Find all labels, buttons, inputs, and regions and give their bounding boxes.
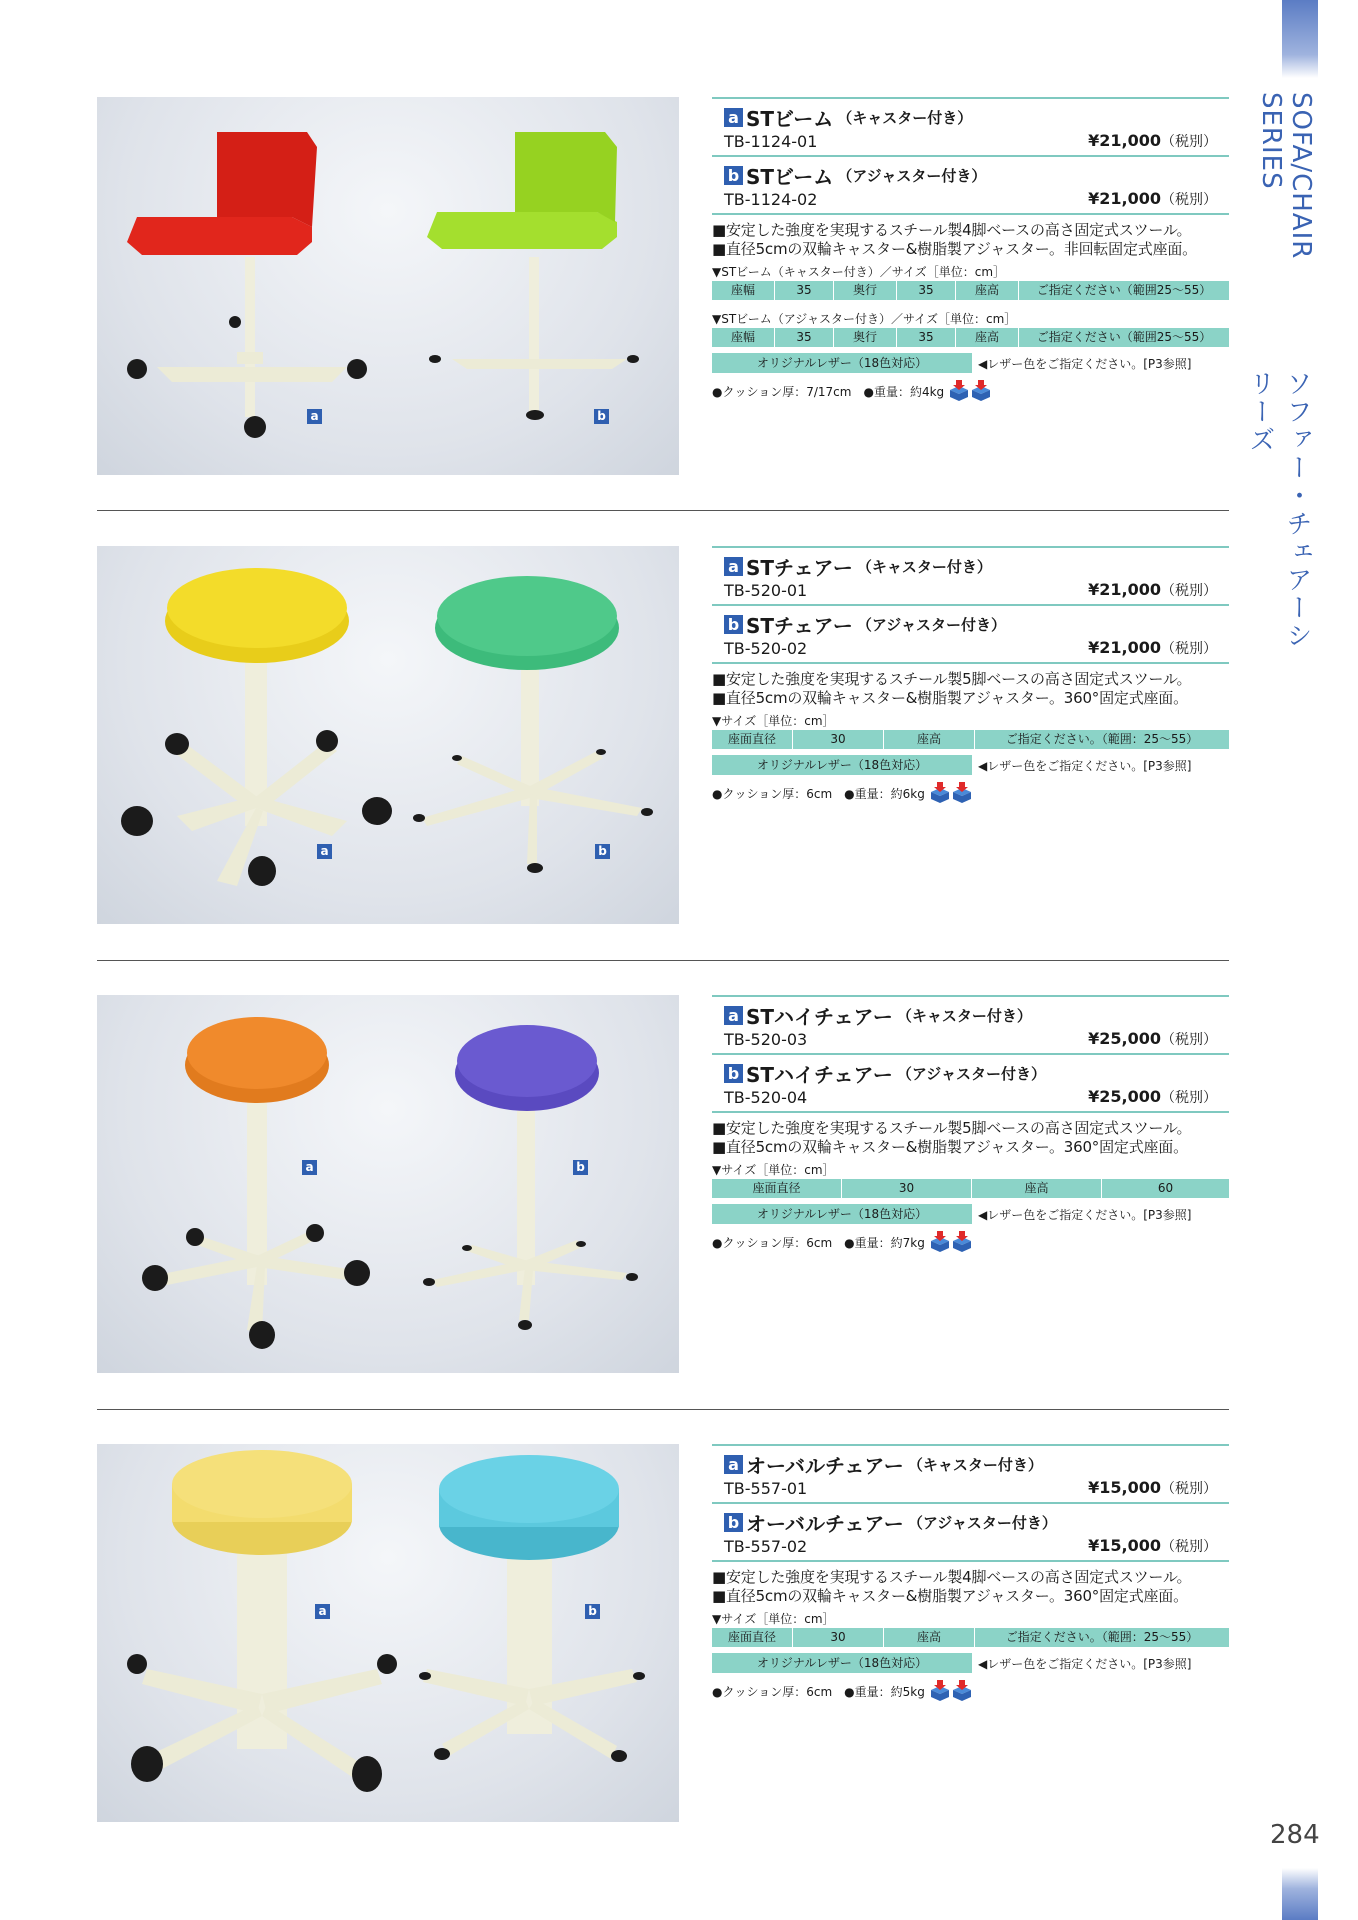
product-variant-a [712, 99, 1229, 157]
price: ¥15,000 [1088, 1536, 1161, 1555]
product-code: TB-520-04 [724, 1088, 808, 1107]
product-info [712, 97, 1229, 403]
tax-note: （税別） [1161, 1539, 1217, 1555]
spec-cell: 奥行 [834, 328, 897, 347]
tax-note: （税別） [1161, 1090, 1217, 1106]
product-code: TB-520-02 [724, 639, 808, 658]
tax-note: （税別） [1161, 192, 1217, 208]
product-variant-b [712, 606, 1229, 664]
spec-cell: 30 [793, 730, 884, 749]
spec-cell: 60 [1157, 1181, 1174, 1195]
product-name: STチェアー [746, 613, 853, 638]
spec-cell: 35 [897, 328, 956, 347]
description-line: ■直径5cmの双輪キャスター&樹脂製アジャスター。360°固定式座面。 [712, 1138, 1188, 1156]
stool-illustration-b [423, 1025, 638, 1330]
product-section-oval-chair [0, 1444, 1240, 1824]
product-info [712, 995, 1229, 1254]
variant-badge: b [724, 1513, 743, 1532]
product-code: TB-557-01 [724, 1479, 808, 1498]
product-subtype: （アジャスター付き） [896, 1064, 1046, 1083]
section-divider [97, 1409, 1229, 1410]
price: ¥15,000 [1088, 1478, 1161, 1497]
spec-cell: ご指定ください。（範囲：25〜55） [1005, 732, 1199, 746]
cushion-thickness: ●クッション厚：7/17cm [712, 384, 852, 399]
spec-meta [712, 1230, 1229, 1254]
spec-cell: 35 [897, 281, 956, 300]
product-code: TB-1124-01 [724, 132, 818, 151]
leather-row [712, 1653, 1229, 1673]
description-line: ■直径5cmの双輪キャスター&樹脂製アジャスター。非回転固定式座面。 [712, 240, 1197, 258]
stool-illustration-a [142, 1017, 370, 1349]
spec-cell: 35 [775, 328, 834, 347]
photo-tag-b: b [573, 1160, 588, 1175]
delivery-box-icon [948, 380, 970, 402]
product-description [712, 1568, 1229, 1606]
section-divider [97, 510, 1229, 511]
size-table [712, 730, 1229, 749]
product-info [712, 546, 1229, 805]
side-accent-bar-bottom [1282, 1868, 1318, 1920]
size-caption: ▼STビーム（アジャスター付き）／サイズ［単位：cm］ [712, 312, 1017, 326]
spec-cell: 座面直径 [712, 1179, 842, 1198]
product-subtype: （アジャスター付き） [907, 1513, 1057, 1532]
photo-tag-b: b [585, 1604, 600, 1619]
size-table [712, 1628, 1229, 1647]
product-description [712, 1119, 1229, 1157]
tax-note: （税別） [1161, 583, 1217, 599]
spec-cell: 奥行 [834, 281, 897, 300]
cushion-thickness: ●クッション厚：6cm [712, 1684, 833, 1699]
leather-row [712, 755, 1229, 775]
variant-badge: a [724, 108, 743, 127]
product-photo [97, 1444, 679, 1822]
weight: ●重量：約5kg [844, 1684, 925, 1699]
spec-cell: 座高 [956, 328, 1019, 347]
spec-cell: 30 [793, 1628, 884, 1647]
spec-cell: 35 [775, 281, 834, 300]
delivery-box-icon [929, 1680, 951, 1702]
photo-tag-a: a [317, 844, 332, 859]
size-table [712, 1179, 1229, 1198]
delivery-box-icon [929, 1231, 951, 1253]
product-section-st-high-chair [0, 995, 1240, 1375]
variant-badge: b [724, 166, 743, 185]
product-subtype: （アジャスター付き） [856, 615, 1006, 634]
spec-cell: 座面直径 [712, 730, 793, 749]
size-table [712, 281, 1229, 300]
description-line: ■直径5cmの双輪キャスター&樹脂製アジャスター。360°固定式座面。 [712, 689, 1188, 707]
leather-note: ◀レザー色をご指定ください。[P3参照] [978, 356, 1192, 371]
product-description [712, 670, 1229, 708]
spec-cell: ご指定ください（範囲25〜55） [1036, 330, 1212, 344]
price: ¥25,000 [1088, 1087, 1161, 1106]
variant-badge: a [724, 1455, 743, 1474]
spec-cell: 座高 [956, 281, 1019, 300]
spec-cell: 座高 [884, 730, 975, 749]
product-subtype: （キャスター付き） [837, 108, 973, 127]
size-caption: ▼サイズ［単位：cm］ [712, 714, 835, 728]
spec-cell: 座幅 [712, 281, 775, 300]
product-photo [97, 546, 679, 924]
description-line: ■安定した強度を実現するスチール製5脚ベースの高さ固定式スツール。 [712, 1119, 1192, 1137]
photo-tag-a: a [302, 1160, 317, 1175]
series-title-jp: ソファー・チェアーシリーズ [1245, 370, 1312, 650]
stool-illustration-b [413, 576, 653, 873]
delivery-box-icon [951, 1680, 973, 1702]
product-description [712, 221, 1229, 259]
product-code: TB-520-01 [724, 581, 808, 600]
cushion-thickness: ●クッション厚：6cm [712, 1235, 833, 1250]
section-divider [97, 960, 1229, 961]
price: ¥21,000 [1088, 131, 1161, 150]
weight: ●重量：約6kg [844, 786, 925, 801]
size-caption: ▼STビーム（キャスター付き）／サイズ［単位：cm］ [712, 265, 1006, 279]
leather-note: ◀レザー色をご指定ください。[P3参照] [978, 1207, 1192, 1222]
product-name: STハイチェアー [746, 1004, 893, 1029]
stool-illustration-b [427, 132, 639, 420]
product-code: TB-520-03 [724, 1030, 808, 1049]
photo-tag-a: a [315, 1604, 330, 1619]
spec-cell: 30 [842, 1179, 972, 1198]
variant-badge: b [724, 615, 743, 634]
tax-note: （税別） [1161, 641, 1217, 657]
variant-badge: a [724, 557, 743, 576]
spec-meta [712, 781, 1229, 805]
tax-note: （税別） [1161, 1032, 1217, 1048]
product-name: オーバルチェアー [746, 1511, 904, 1536]
product-subtype: （キャスター付き） [856, 557, 992, 576]
product-variant-a [712, 997, 1229, 1055]
price: ¥25,000 [1088, 1029, 1161, 1048]
spec-meta [712, 379, 1229, 403]
product-variant-b [712, 157, 1229, 215]
size-table [712, 328, 1229, 347]
product-name: STビーム [746, 106, 834, 131]
product-name: STチェアー [746, 555, 853, 580]
photo-tag-a: a [307, 409, 322, 424]
description-line: ■安定した強度を実現するスチール製4脚ベースの高さ固定式スツール。 [712, 221, 1192, 239]
spec-cell: 座高 [972, 1179, 1102, 1198]
product-name: STビーム [746, 164, 834, 189]
photo-tag-b: b [595, 844, 610, 859]
tax-note: （税別） [1161, 134, 1217, 150]
delivery-box-icon [929, 782, 951, 804]
photo-tag-b: b [594, 409, 609, 424]
product-name: オーバルチェアー [746, 1453, 904, 1478]
leather-option: オリジナルレザー（18色対応） [712, 353, 972, 373]
series-title-en: SOFA/CHAIR SERIES [1256, 92, 1316, 260]
product-name: STハイチェアー [746, 1062, 893, 1087]
size-caption: ▼サイズ［単位：cm］ [712, 1163, 835, 1177]
stool-illustration-a [127, 1450, 397, 1792]
price: ¥21,000 [1088, 189, 1161, 208]
page-number: 284 [1270, 1820, 1320, 1850]
leather-option: オリジナルレザー（18色対応） [712, 755, 972, 775]
cushion-thickness: ●クッション厚：6cm [712, 786, 833, 801]
product-code: TB-557-02 [724, 1537, 808, 1556]
variant-badge: a [724, 1006, 743, 1025]
leather-row [712, 1204, 1229, 1224]
product-code: TB-1124-02 [724, 190, 818, 209]
stool-illustration-a [127, 132, 367, 438]
product-subtype: （キャスター付き） [907, 1455, 1043, 1474]
delivery-box-icon [951, 782, 973, 804]
seat [127, 217, 312, 255]
spec-cell: ご指定ください。（範囲：25〜55） [1005, 1630, 1199, 1644]
description-line: ■安定した強度を実現するスチール製4脚ベースの高さ固定式スツール。 [712, 1568, 1192, 1586]
product-variant-b [712, 1055, 1229, 1113]
side-accent-bar-top [1282, 0, 1318, 78]
product-photo [97, 995, 679, 1373]
product-variant-b [712, 1504, 1229, 1562]
spec-cell: ご指定ください（範囲25〜55） [1036, 283, 1212, 297]
leather-option: オリジナルレザー（18色対応） [712, 1204, 972, 1224]
delivery-box-icon [970, 380, 992, 402]
leather-note: ◀レザー色をご指定ください。[P3参照] [978, 758, 1192, 773]
variant-badge: b [724, 1064, 743, 1083]
product-subtype: （アジャスター付き） [837, 166, 987, 185]
weight: ●重量：約4kg [863, 384, 945, 399]
stool-illustration-b [419, 1455, 645, 1762]
product-variant-a [712, 1446, 1229, 1504]
price: ¥21,000 [1088, 638, 1161, 657]
tax-note: （税別） [1161, 1481, 1217, 1497]
spec-cell: 座面直径 [712, 1628, 793, 1647]
spec-cell: 座高 [884, 1628, 975, 1647]
product-variant-a [712, 548, 1229, 606]
delivery-box-icon [951, 1231, 973, 1253]
product-photo [97, 97, 679, 475]
leather-option: オリジナルレザー（18色対応） [712, 1653, 972, 1673]
description-line: ■安定した強度を実現するスチール製5脚ベースの高さ固定式スツール。 [712, 670, 1192, 688]
weight: ●重量：約7kg [844, 1235, 925, 1250]
spec-meta [712, 1679, 1229, 1703]
leather-note: ◀レザー色をご指定ください。[P3参照] [978, 1656, 1192, 1671]
price: ¥21,000 [1088, 580, 1161, 599]
product-subtype: （キャスター付き） [896, 1006, 1032, 1025]
product-section-st-beam [0, 97, 1240, 477]
description-line: ■直径5cmの双輪キャスター&樹脂製アジャスター。360°固定式座面。 [712, 1587, 1188, 1605]
spec-cell: 座幅 [712, 328, 775, 347]
leather-row [712, 353, 1229, 373]
product-info [712, 1444, 1229, 1703]
size-caption: ▼サイズ［単位：cm］ [712, 1612, 835, 1626]
product-section-st-chair [0, 546, 1240, 926]
stool-illustration-a [121, 568, 392, 886]
